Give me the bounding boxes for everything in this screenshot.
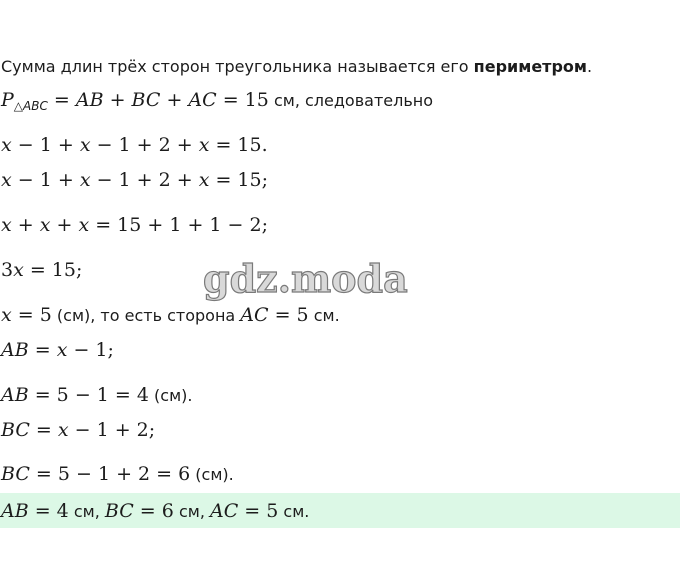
bc-value: = 6: [133, 500, 174, 522]
watermark-logo: gdz.moda: [203, 256, 408, 301]
equals-sign: =: [29, 419, 58, 441]
triangle-symbol: △: [13, 99, 24, 113]
unit-text: см.: [278, 502, 310, 521]
side-bc: BC: [1, 463, 30, 485]
side-ab: AB: [1, 339, 29, 361]
ac-value: = 5: [238, 500, 279, 522]
coefficient: 3: [1, 259, 14, 281]
expr-part: − 1;: [67, 339, 114, 361]
perimeter-symbol: P: [1, 89, 14, 111]
ab-value: = 4: [28, 500, 69, 522]
equals-sign: =: [47, 89, 76, 111]
unit-text: см,: [68, 502, 105, 521]
expr-part: = 15.: [209, 134, 268, 156]
expr-part: − 1 +: [11, 134, 80, 156]
x-result-text: (см), то есть сторона: [51, 306, 241, 325]
var-x: x: [79, 134, 91, 156]
expr-part: = 15 + 1 + 1 − 2;: [89, 214, 268, 236]
var-x: x: [198, 169, 210, 191]
intro-bold-term: периметром: [473, 57, 587, 76]
plus-sign: +: [160, 89, 189, 111]
side-ac: AC: [240, 304, 269, 326]
ab-value-line: [1, 386, 192, 405]
var-x: x: [198, 134, 210, 156]
perimeter-subscript: [14, 99, 48, 113]
side-ab: AB: [1, 500, 29, 522]
ab-expression-line: [1, 341, 114, 360]
equation-line-1: [1, 136, 268, 155]
perimeter-value: = 15: [216, 89, 269, 111]
var-x: x: [1, 304, 12, 326]
bc-computation: = 5 − 1 + 2 = 6: [29, 463, 191, 485]
var-x: x: [1, 169, 12, 191]
plus-sign: +: [103, 89, 132, 111]
side-bc: BC: [131, 89, 161, 111]
unit-text: см.: [308, 306, 340, 325]
side-ab: AB: [75, 89, 104, 111]
var-x: x: [13, 259, 24, 281]
expr-part: +: [11, 214, 40, 236]
side-bc: BC: [1, 419, 30, 441]
var-x: x: [57, 419, 69, 441]
perimeter-equation: [1, 91, 433, 112]
var-x: x: [1, 134, 12, 156]
expr-part: − 1 + 2 +: [90, 134, 199, 156]
ac-value: = 5: [268, 304, 309, 326]
side-ac: AC: [188, 89, 217, 111]
intro-text: Сумма длин трёх сторон треугольника называется его: [1, 57, 474, 76]
x-value: = 5: [11, 304, 52, 326]
intro-sentence: [1, 59, 592, 75]
expr-part: +: [50, 214, 79, 236]
expr-part: − 1 + 2 +: [90, 169, 199, 191]
equation-line-2: [1, 171, 268, 190]
x-result-line: [1, 306, 340, 325]
unit-text: см,: [173, 502, 210, 521]
var-x: x: [39, 214, 51, 236]
var-x: x: [78, 214, 90, 236]
side-bc: BC: [104, 500, 134, 522]
unit-text: (см).: [190, 465, 234, 484]
var-x: x: [1, 214, 12, 236]
bc-value-line: [1, 465, 234, 484]
expr-part: = 15;: [209, 169, 269, 191]
subscript-abc: ABC: [23, 99, 48, 113]
expr-part: − 1 + 2;: [68, 419, 156, 441]
answer-line: [1, 502, 309, 521]
var-x: x: [56, 339, 68, 361]
unit-text: (см).: [148, 386, 193, 405]
bc-expression-line: [1, 421, 155, 440]
equation-line-3: [1, 216, 268, 235]
perimeter-unit-text: см, следовательно: [268, 91, 434, 110]
equation-three-x: [1, 261, 82, 280]
side-ac: AC: [209, 500, 239, 522]
ab-computation: = 5 − 1 = 4: [28, 384, 149, 406]
expr-part: = 15;: [23, 259, 83, 281]
expr-part: − 1 +: [11, 169, 80, 191]
equals-sign: =: [28, 339, 57, 361]
intro-period: .: [586, 57, 593, 76]
side-ab: AB: [1, 384, 29, 406]
var-x: x: [79, 169, 91, 191]
